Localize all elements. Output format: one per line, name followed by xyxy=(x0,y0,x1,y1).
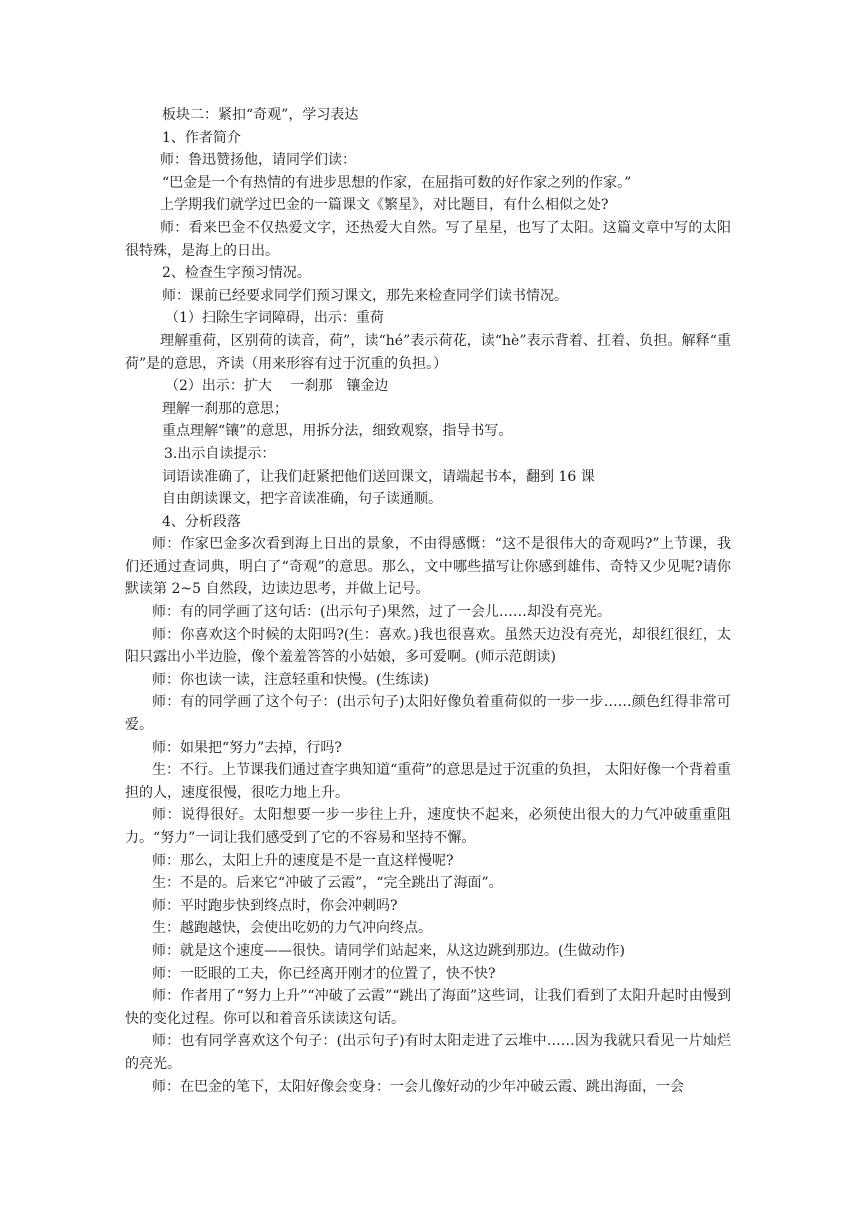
paragraph: 生：不行。上节课我们通过查字典知道“重荷”的意思是过于沉重的负担， 太阳好像一个背着重担的人，速度很慢，很吃力地上升。 xyxy=(125,762,731,801)
subheading-author-intro: 1、作者简介 xyxy=(162,129,241,146)
paragraph: 师：看来巴金不仅热爱文字，还热爱大自然。写了星星，也写了太阳。这篇文章中写的太阳很特殊，是海上的日出。 xyxy=(125,219,731,259)
paragraph: 师：作者用了“努力上升”“冲破了云霞”“跳出了海面”这些词，让我们看到了太阳升起时由慢到快的变化过程。你可以和着音乐读读这句话。 xyxy=(125,988,731,1027)
paragraph: 理解一刹那的意思； xyxy=(162,400,288,417)
paragraph: 师：一眨眼的工夫，你已经离开刚才的位置了，快不快? xyxy=(152,965,496,982)
paragraph: 师：你也读一读，注意轻重和快慢。(生练读) xyxy=(152,671,429,688)
document-body xyxy=(125,104,731,1098)
paragraph: 师：也有同学喜欢这个句子：(出示句子)有时太阳走进了云堆中……因为我就只看见一片灿烂的亮光。 xyxy=(125,1033,731,1072)
paragraph: 师：那么，太阳上升的速度是不是一直这样慢呢? xyxy=(152,852,454,869)
list-item: （1）扫除生字词障碍，出示：重荷 xyxy=(165,310,384,327)
paragraph: 师：有的同学画了这个句子：(出示句子)太阳好像负着重荷似的一步一步……颜色红得非常可爱。 xyxy=(125,694,731,734)
paragraph: 师：鲁迅赞扬他，请同学们读： xyxy=(160,152,356,169)
subheading-check-words: 2、检查生字预习情况。 xyxy=(162,265,311,282)
section-heading: 板块二：紧扣“奇观”，学习表达 xyxy=(162,107,359,123)
paragraph: 师：作家巴金多次看到海上日出的景象，不由得感慨：“这不是很伟大的奇观吗?”上节课，我们还通过查词典，明白了“奇观”的意思。那么，文中哪些描写让你感到雄伟、奇特又少见呢?请你默读第 2~5 自然段，边读边思考，并做上记号。 xyxy=(125,536,731,598)
paragraph: 师：如果把“努力”去掉，行吗? xyxy=(152,739,342,756)
list-item: （2）出示：扩大 一刹那 镶金边 xyxy=(165,378,389,395)
paragraph: 词语读准确了，让我们赶紧把他们送回课文，请端起书本，翻到 16 课 xyxy=(162,468,595,485)
paragraph: 师：在巴金的笔下，太阳好像会变身：一会儿像好动的少年冲破云霞、跳出海面，一会 xyxy=(152,1078,684,1095)
subheading-analysis: 4、分析段落 xyxy=(162,513,241,530)
paragraph: 自由朗读课文，把字音读准确，句子读通顺。 xyxy=(162,491,442,508)
paragraph: 理解重荷，区别荷的读音，荷”，读“hé”表示荷花，读“hè”表示背着、扛着、负担。解释“重荷”是的意思，齐读（用来形容有过于沉重的负担。） xyxy=(125,332,731,372)
paragraph: 生：越跑越快，会使出吃奶的力气冲向终点。 xyxy=(152,920,432,937)
paragraph: 重点理解“镶”的意思，用拆分法，细致观察，指导书写。 xyxy=(162,423,513,440)
paragraph: 师：有的同学画了这句话：(出示句子)果然，过了一会儿……却没有亮光。 xyxy=(152,604,611,621)
paragraph: 师：说得很好。太阳想要一步一步往上升，速度快不起来，必须使出很大的力气冲破重重阻力。“努力”一词让我们感受到了它的不容易和坚持不懈。 xyxy=(125,807,731,846)
paragraph: 上学期我们就学过巴金的一篇课文《繁星》，对比题目，有什么相似之处? xyxy=(160,197,609,214)
paragraph: 师：平时跑步快到终点时，你会冲刺吗? xyxy=(152,897,398,914)
subheading-reading-hints: 3.出示自读提示： xyxy=(164,445,276,462)
paragraph: 师：课前已经要求同学们预习课文，那先来检查同学们读书情况。 xyxy=(162,287,568,304)
paragraph: 生：不是的。后来它“冲破了云霞”，“完全跳出了海面”。 xyxy=(152,875,503,892)
paragraph: 师：就是这个速度——很快。请同学们站起来，从这边跳到那边。(生做动作) xyxy=(152,942,625,959)
paragraph: 师：你喜欢这个时候的太阳吗?(生：喜欢。)我也很喜欢。虽然天边没有亮光，却很红很红，太阳只露出小半边脸，像个羞羞答答的小姑娘，多可爱啊。(师示范朗读) xyxy=(125,626,731,666)
quote-paragraph: “巴金是一个有热情的有进步思想的作家，在屈指可数的好作家之列的作家。” xyxy=(162,174,632,191)
